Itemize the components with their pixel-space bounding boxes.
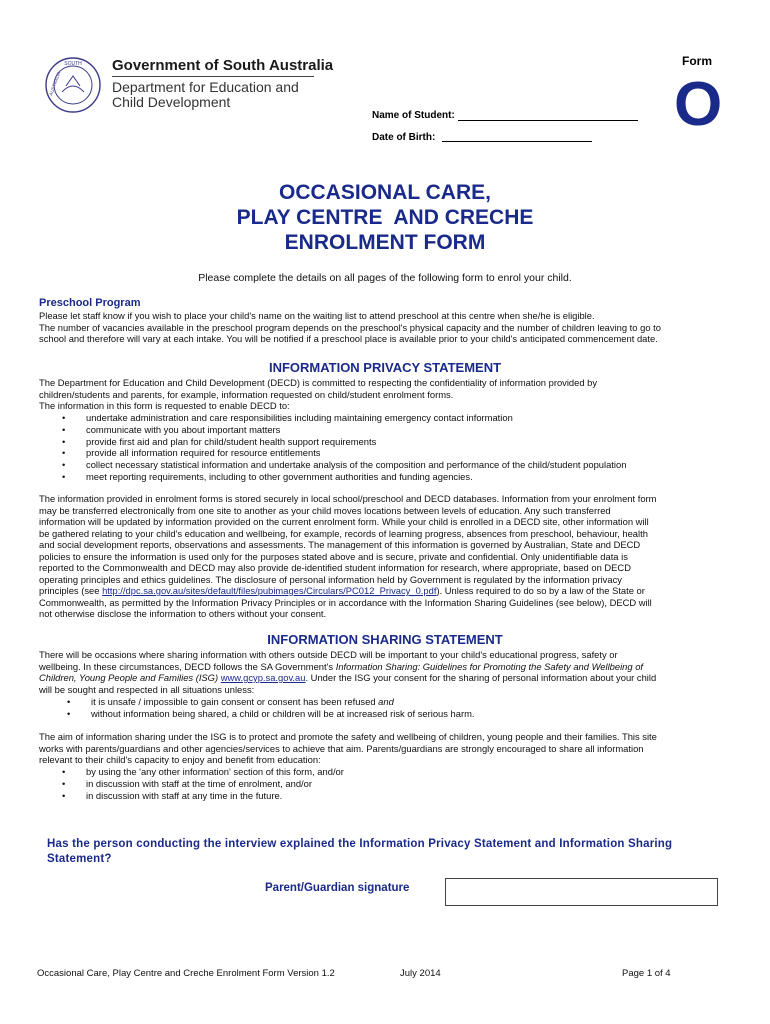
department-line-1: Department for Education and	[112, 79, 299, 95]
sharing-line: There will be occasions where sharing information with others outside DECD will be important to your child's educational progress, safety or	[39, 649, 618, 660]
signature-box[interactable]	[445, 878, 718, 906]
bullet-italic-and: and	[378, 696, 394, 707]
header-rule	[112, 76, 314, 77]
seal-text-side: AUSTRALIA	[48, 71, 62, 97]
isg-title-part1: Information Sharing: Guidelines for Promoting the Safety and Wellbeing of	[335, 660, 644, 672]
privacy-heading: INFORMATION PRIVACY STATEMENT	[268, 360, 502, 375]
privacy-body-line: not otherwise disclose the information to others without your consent.	[39, 608, 327, 619]
sharing-aim	[39, 731, 739, 766]
bullet-text: it is unsafe / impossible to gain consent or consent has been refused	[91, 696, 379, 707]
list-item: • provide all information required for resource entitlements	[62, 447, 732, 459]
list-item	[67, 696, 727, 708]
department-line-2: Child Development	[112, 94, 231, 110]
list-item: • in discussion with staff at the time of enrolment, and/or	[62, 778, 722, 790]
footer-document-title: Occasional Care, Play Centre and Creche Enrolment Form Version 1.2	[37, 968, 335, 979]
list-item: • collect necessary statistical information and undertake analysis of the composition and performance of the child/student population	[62, 459, 732, 471]
sharing-aim-line: relevant to their child's capacity to enjoy and benefit from education:	[39, 754, 321, 765]
principles-suffix: ). Unless required to do so by a law of the State or	[436, 585, 645, 596]
student-name-field[interactable]	[458, 120, 638, 121]
government-name: Government of South Australia	[112, 57, 334, 74]
sharing-line3-suffix: . Under the ISG your consent for the sharing of personal information about your child	[305, 672, 657, 683]
privacy-body-line: The information provided in enrolment forms is stored securely in local school/preschool and DECD databases. Information from your enrolment form	[39, 493, 657, 504]
privacy-intro	[39, 377, 739, 412]
list-item: • provide first aid and plan for child/student health support requirements	[62, 436, 732, 448]
sharing-aim-bullet-list	[62, 766, 722, 801]
page-title	[0, 180, 770, 255]
title-line-2: PLAY CENTRE AND CRECHE	[236, 206, 534, 229]
date-of-birth-label: Date of Birth:	[372, 132, 436, 143]
list-item: • without information being shared, a child or children will be at increased risk of serious harm.	[67, 708, 727, 720]
list-item: • meet reporting requirements, including to other government authorities and funding agencies.	[62, 471, 732, 483]
title-line-1: OCCASIONAL CARE,	[279, 181, 491, 204]
privacy-body-line: information will be updated by information provided on the current enrolment form. While your child is enrolled in a DECD site, other information will	[39, 516, 649, 527]
intro-text: Please complete the details on all pages of the following form to enrol your child.	[198, 272, 572, 284]
list-item: • communicate with you about important matters	[62, 424, 732, 436]
privacy-body-line: and social development reports, observations and assessments. The management of this information is governed by Australian, State and DECD	[39, 539, 641, 550]
south-australia-seal-logo	[44, 56, 102, 114]
form-letter: O	[674, 70, 723, 139]
sharing-line	[39, 672, 739, 684]
privacy-body-line: reported to the Commonwealth and DECD may also provide de-identified student information for research, where appropriate, based on DECD	[39, 562, 631, 573]
preschool-line: school and therefore will vary at each intake. You will be notified if a preschool place is available prior to your child's anticipated commencement date.	[39, 333, 658, 344]
seal-text-top: SOUTH	[64, 61, 82, 67]
sharing-line: will be sought and respected in all situations unless:	[39, 683, 255, 695]
isg-title-part2: Children, Young People and Families (ISG)	[39, 672, 219, 683]
privacy-body-line: Commonwealth, as permitted by the Information Privacy Principles or in accordance with the Information Sharing Guidelines (see below), DECD will	[39, 596, 652, 608]
signature-label: Parent/Guardian signature	[265, 882, 410, 894]
privacy-body-line: operating principles and ethics guidelines. The disclosure of personal information held by Government is regulated by the information privacy	[39, 573, 622, 585]
date-of-birth-field[interactable]	[442, 141, 592, 142]
privacy-bullet-list	[62, 412, 732, 483]
sharing-bullet-list	[67, 696, 727, 720]
privacy-body-line: be gathered relating to your child's education and wellbeing, for example, records of learning progress, absences from preschool, behaviour, health	[39, 527, 648, 539]
sharing-aim-line: The aim of information sharing under the ISG is to protect and promote the safety and wellbeing of children, young people and their families. This site	[39, 731, 657, 742]
privacy-principles-link[interactable]: http://dpc.sa.gov.au/sites/default/files/pubimages/Circulars/PC012_Privacy_0.pdf	[102, 585, 437, 596]
privacy-body	[39, 493, 739, 620]
preschool-line: The number of vacancies available in the preschool program depends on the preschool's physical capacity and the number of children leaving to go to	[39, 321, 661, 333]
sharing-line	[39, 661, 739, 673]
title-line-3: ENROLMENT FORM	[284, 231, 486, 254]
student-name-label: Name of Student:	[372, 110, 455, 121]
footer-page-number: Page 1 of 4	[622, 968, 671, 979]
preschool-heading: Preschool Program	[39, 297, 141, 309]
preschool-text	[39, 310, 739, 345]
interview-question: Has the person conducting the interview explained the Information Privacy Statement and Information Sharing Statement?	[47, 838, 673, 865]
privacy-body-line: may be transferred electronically from one site to another as your child moves locations between levels of education. Any such transferred	[39, 504, 611, 516]
privacy-body-line: policies to ensure the information is used only for the purposes stated above and is secure, private and confidential. Only unidentifiable data is	[39, 550, 628, 562]
list-item: • in discussion with staff at any time in the future.	[62, 790, 722, 802]
preschool-line: Please let staff know if you wish to place your child's name on the waiting list to attend preschool at this centre when she/he is eligible.	[39, 310, 595, 321]
list-item: • undertake administration and care responsibilities including maintaining emergency contact information	[62, 412, 732, 424]
sharing-line2-prefix: wellbeing. In these circumstances, DECD follows the SA Government's	[39, 660, 336, 672]
privacy-intro-line: The Department for Education and Child Development (DECD) is committed to respecting the confidentiality of information provided by	[39, 377, 598, 388]
form-label: Form	[682, 54, 712, 68]
sharing-aim-line: works with parents/guardians and other agencies/services to achieve that aim. Parents/guardians are strongly encouraged to share all information	[39, 742, 644, 754]
list-item: • by using the 'any other information' section of this form, and/or	[62, 766, 722, 778]
privacy-intro-line: The information in this form is requested to enable DECD to:	[39, 400, 290, 411]
privacy-intro-line: children/students and parents, for example, information requested on child/student enrolment forms.	[39, 388, 454, 400]
sharing-heading: INFORMATION SHARING STATEMENT	[267, 632, 503, 647]
privacy-principles-line	[39, 585, 739, 597]
footer-date: July 2014	[400, 968, 441, 979]
gcyp-link[interactable]: www.gcyp.sa.gov.au	[220, 672, 306, 683]
principles-prefix: principles (see	[39, 585, 103, 596]
sharing-intro	[39, 649, 739, 695]
